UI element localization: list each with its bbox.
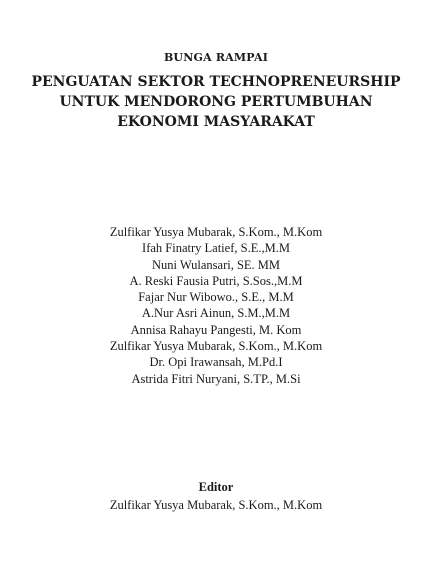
author-name: Zulfikar Yusya Mubarak, S.Kom., M.Kom (109, 339, 323, 354)
editor-name: Zulfikar Yusya Mubarak, S.Kom., M.Kom (109, 498, 323, 512)
author-name: Dr. Opi Irawansah, M.Pd.I (149, 355, 283, 370)
author-list (0, 224, 432, 387)
book-title-line-1: PENGUATAN SEKTOR TECHNOPRENEURSHIP (31, 74, 401, 90)
book-title-line-3: EKONOMI MASYARAKAT (117, 114, 315, 130)
book-kicker: BUNGA RAMPAI (163, 51, 269, 64)
author-name: Ifah Finatry Latief, S.E.,M.M (142, 241, 290, 256)
author-name: Zulfikar Yusya Mubarak, S.Kom., M.Kom (109, 225, 323, 239)
book-header (0, 50, 432, 132)
editor-label: Editor (198, 480, 234, 494)
editor-block (0, 478, 432, 514)
author-name: Astrida Fitri Nuryani, S.TP., M.Si (131, 371, 301, 386)
author-name: A. Reski Fausia Putri, S.Sos.,M.M (129, 273, 303, 288)
author-name: Fajar Nur Wibowo., S.E., M.M (138, 290, 294, 305)
author-name: Annisa Rahayu Pangesti, M. Kom (130, 322, 302, 337)
author-name: A.Nur Asri Ainun, S.M.,M.M (141, 306, 291, 321)
book-title-line-2: UNTUK MENDORONG PERTUMBUHAN (59, 94, 373, 110)
author-name: Nuni Wulansari, SE. MM (151, 257, 281, 272)
